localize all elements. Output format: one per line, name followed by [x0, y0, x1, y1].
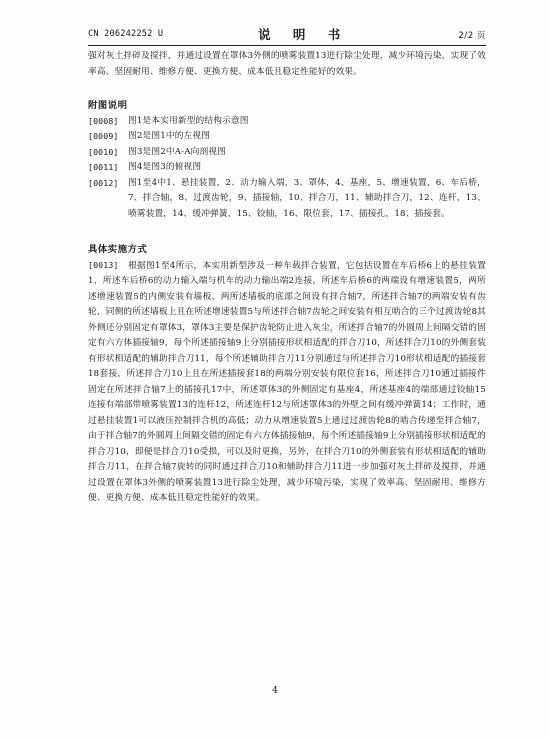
implementation-paragraph	[88, 258, 486, 507]
header-rule	[88, 45, 486, 46]
continuation-paragraph: 强对灰土拌碎及搅拌，并通过设置在罩体3外侧的喷雾装置13进行除尘处理，减少环境污染，实现了效率高、坚固耐用、维修方便、更换方便、成本低且稳定性能好的效果。	[88, 51, 486, 77]
publication-number: CN 206242252 U	[88, 29, 164, 39]
paragraph-text: 图2是图1中的左视图	[128, 131, 211, 141]
figure-item	[88, 129, 486, 145]
figure-legend-item	[88, 176, 486, 223]
paragraph-tag: [0011]	[88, 162, 119, 172]
paragraph-text: 图3是图2中A-A向剖视图	[128, 146, 226, 157]
page-header	[88, 24, 486, 44]
paragraph-tag: [0008]	[88, 115, 119, 126]
paragraph-tag: [0009]	[88, 131, 119, 141]
figures-heading: 附图说明	[88, 100, 128, 111]
document-body	[88, 49, 486, 507]
paragraph-text: 图1是本实用新型的结构示意图	[128, 115, 249, 126]
figure-item	[88, 145, 486, 161]
implementation-heading: 具体实施方式	[88, 244, 148, 255]
figure-item	[88, 114, 486, 130]
paragraph-tag: [0013]	[88, 259, 119, 270]
paragraph-text: 图4是图3的俯视图	[128, 162, 202, 172]
paragraph-tag: [0012]	[88, 177, 119, 188]
figure-item	[88, 160, 486, 176]
paragraph-text: 根据图1至4所示，本实用新型涉及一种车载拌合装置，它包括设置在车后桥6上的悬挂装置1，所述车后桥6的动力输入端与机车的动力输出端2连接，所述车后桥6的两端设有增速装置5，两所述增速装置5的内侧安装有墙板，两所述墙板的底部之间设有拌合轴7，所述拌合轴7的两端安装有齿轮，同侧的所述墙板上且在所述增速装置5与所述拌合轴7齿轮之间安装有相互啮合的三个过渡齿轮8其外侧还分别固定有罩体3，罩体3主要是保护齿轮防止进入灰尘，所述拌合轴7的外圆周上间隔交错的固定有六方体插接轴9，每个所述插接轴9上分别插接形状相适配的拌合刀10，所述拌合刀10的外侧套装有形状相适配的辅助拌合刀11，每个所述辅助拌合刀11分别通过与所述拌合刀10形状相适配的插接套18套接，所述拌合刀10上且在所述插接套18的两端分别安装有限位套16，所述拌合刀10通过插接件固定在所述拌合轴7上的插接孔17中，所述罩体3的外侧固定有基座4，所述基座4的端部通过铰轴15连接有端部带喷雾装置13的连杆12，所述连杆12与所述罩体3的外壁之间有缓冲弹簧14；工作时，通过悬挂装置1可以液压控制拌合机的高低；动力从增速装置5上通过过渡齿轮8的啮合传递至拌合轴7，由于拌合轴7的外圆周上间隔交错的固定有六方体插接轴9，每个所述插接轴9上分别插接形状相适配的拌合刀10，即便是拌合刀10受损，可以及时更换，另外，在拌合刀10的外侧套装有形状相适配的辅助拌合刀11，在拌合轴7旋转的同时通过拌合刀10和辅助拌合刀11进一步加强对灰土拌碎及搅拌，并通过设置在罩体3外侧的喷雾装置13进行除尘处理，减少环境污染，实现了效率高、坚固耐用、维修方便、更换方便、成本低且稳定性能好的效果。	[88, 260, 486, 503]
paragraph-tag: [0010]	[88, 146, 119, 157]
paragraph-text: 图1至4中1、悬挂装置，2、动力输入端，3、罩体，4、基座，5、增速装置，6、车后桥，7、拌合轴，8、过渡齿轮，9、插接轴，10、拌合刀，11、辅助拌合刀，12、连杆，13、喷雾装置，14、缓冲弹簧，15、铰轴，16、限位套，17、插接孔，18、插接套。	[128, 177, 486, 219]
document-title: 说 明 书	[258, 27, 350, 42]
page-count: 2/2 页	[458, 31, 486, 41]
page-number: 4	[272, 686, 278, 696]
